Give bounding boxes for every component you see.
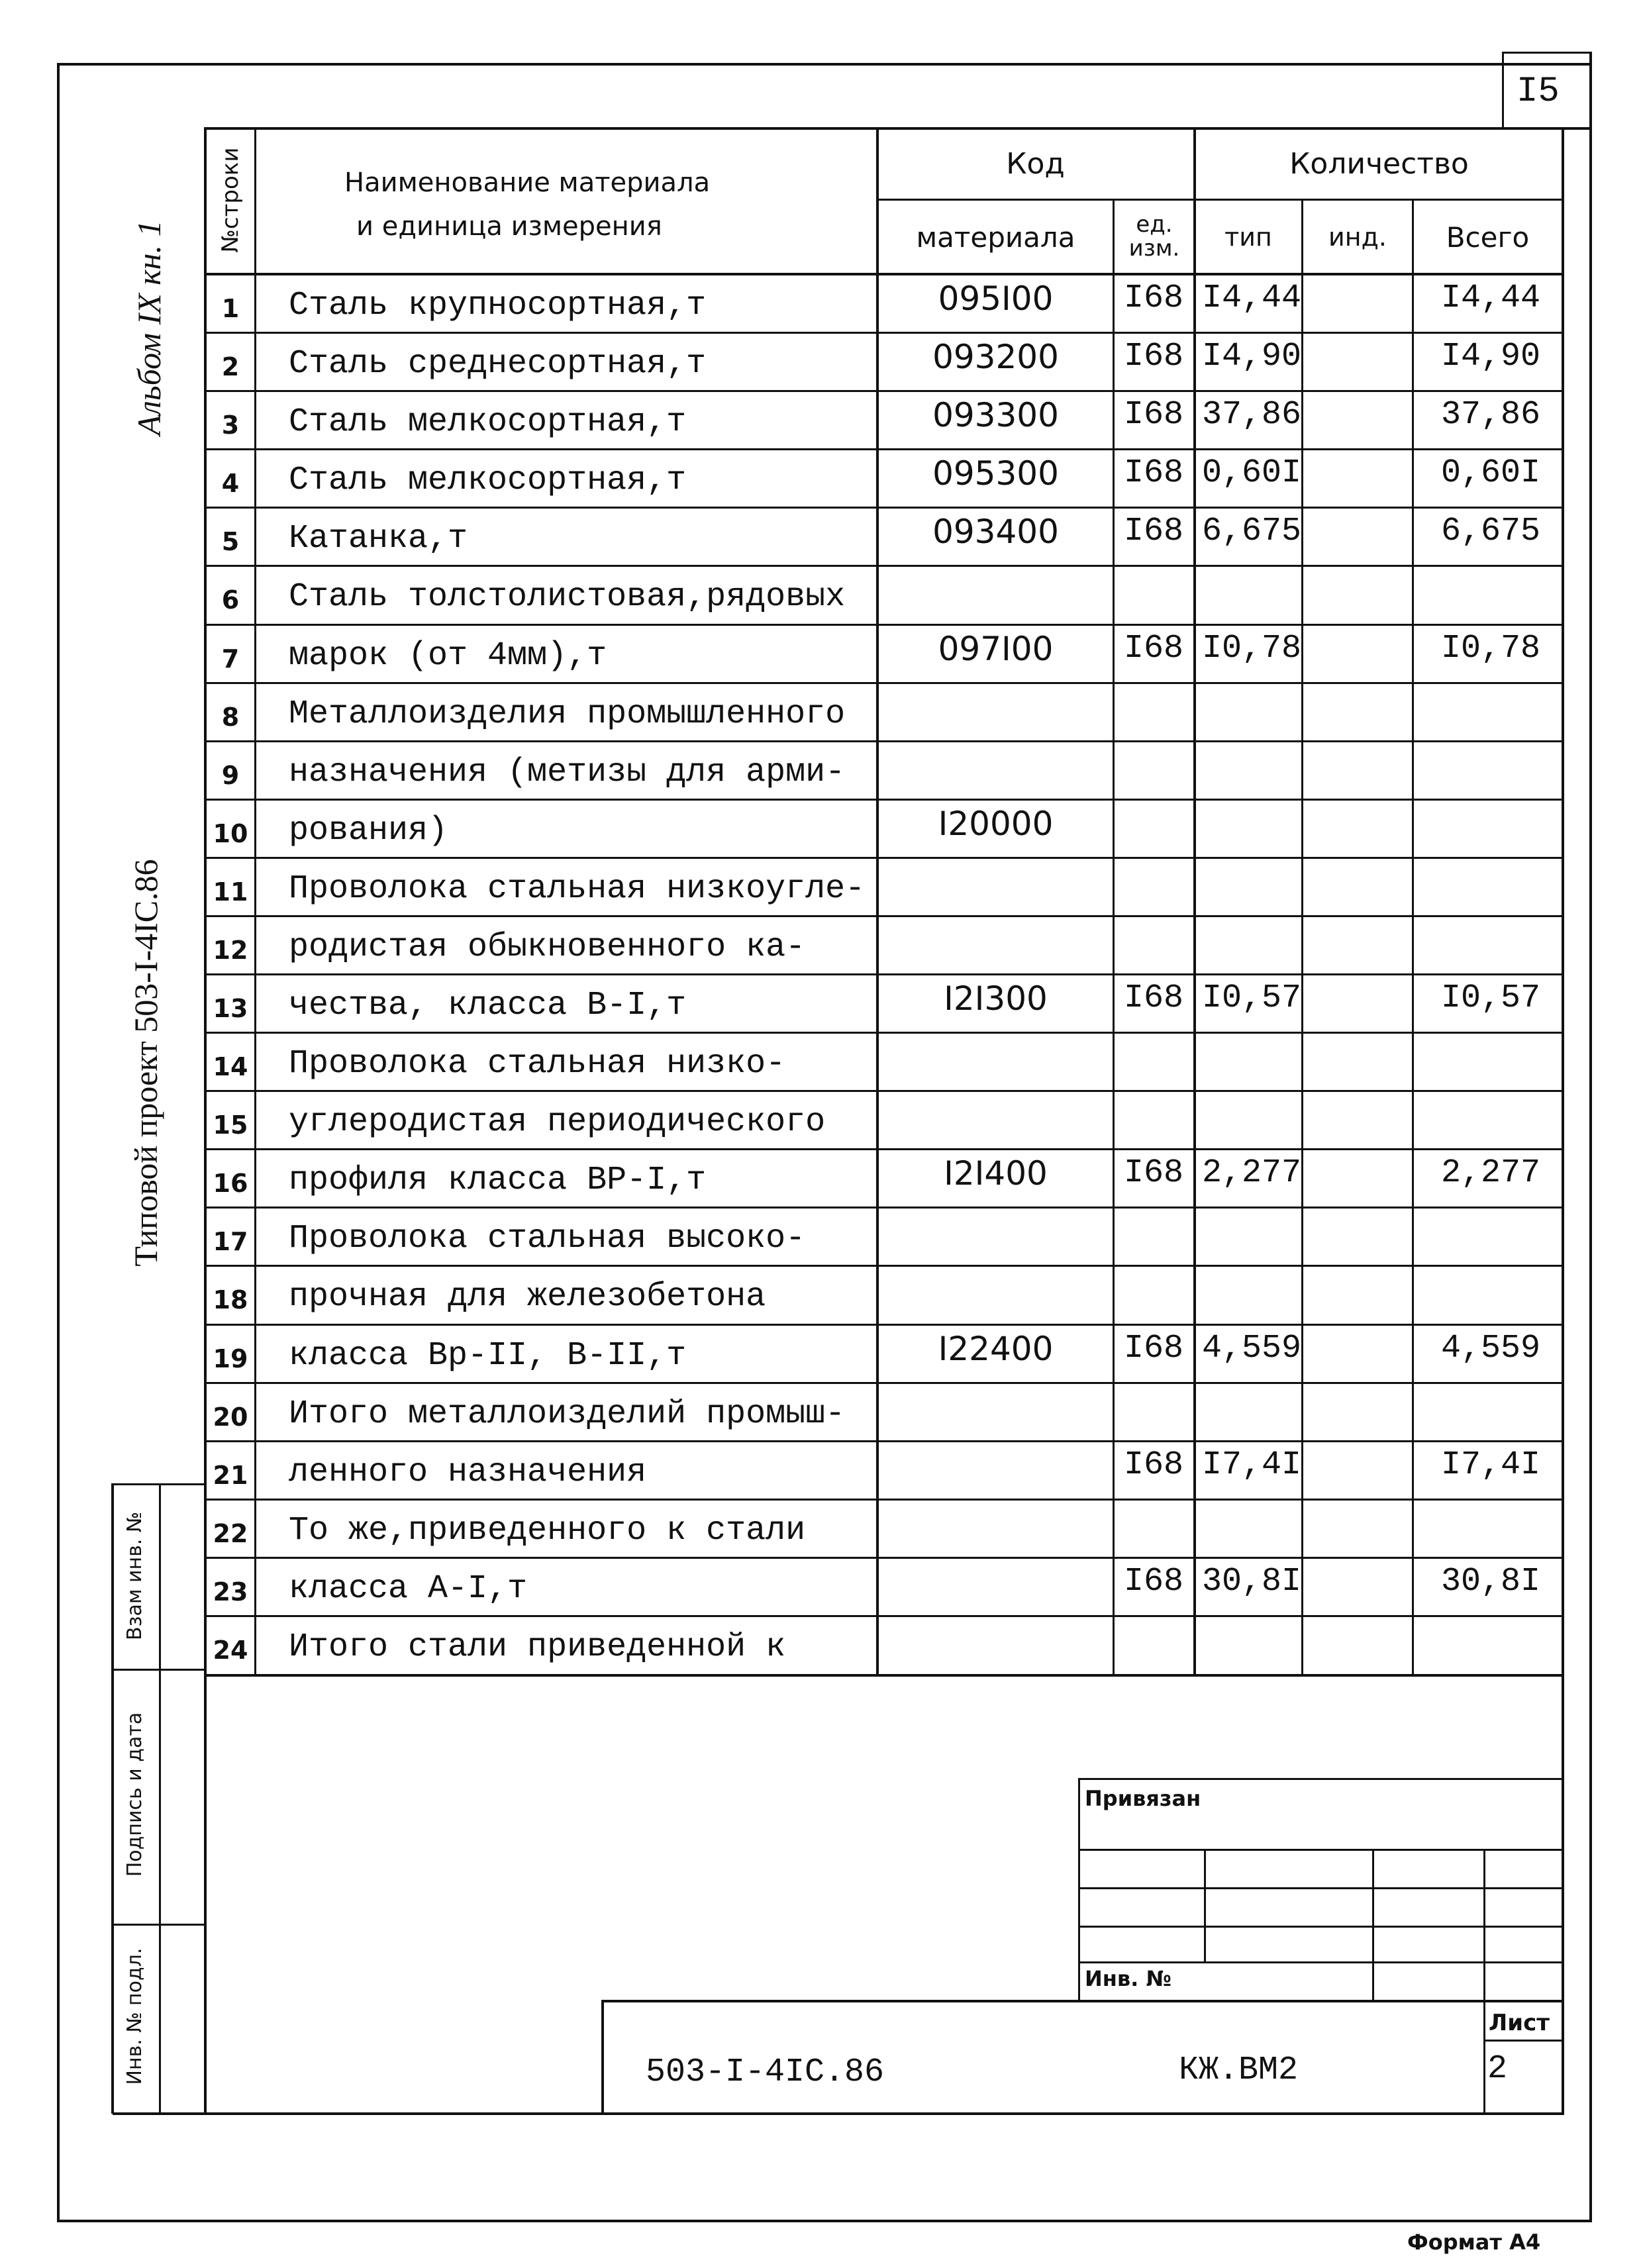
table-row [0, 1207, 1643, 1265]
row-number: 20 [213, 1402, 248, 1432]
qty-typ [1195, 1032, 1308, 1091]
material-name: родистая обыкновенного ка- [289, 928, 806, 966]
header-row-no: №строки [217, 147, 244, 253]
qty-typ [1195, 1091, 1308, 1149]
material-name: Сталь среднесортная,т [289, 345, 707, 383]
header-code-unit: ед. изм. [1128, 211, 1180, 262]
qty-typ [1195, 566, 1308, 624]
row-number: 12 [213, 935, 248, 965]
row-number: 4 [221, 469, 240, 499]
qty-total [1417, 566, 1564, 624]
qty-total: I7,4I [1440, 1446, 1541, 1484]
qty-total [1417, 799, 1564, 858]
qty-total [1417, 1091, 1564, 1149]
qty-total: I0,57 [1440, 979, 1541, 1017]
table-row [0, 624, 1643, 683]
material-name: назначения (метизы для арми- [289, 753, 846, 791]
row-number: 1 [221, 294, 240, 324]
material-code: I22400 [938, 1329, 1054, 1368]
table-row [0, 683, 1643, 741]
table-row [0, 1383, 1643, 1441]
unit-code: I68 [1123, 1562, 1183, 1601]
unit-code [1114, 741, 1193, 799]
qty-total [1417, 1032, 1564, 1091]
material-code: I20000 [938, 804, 1054, 843]
qty-typ [1195, 1383, 1308, 1441]
material-name: чества, класса В-I,т [289, 987, 687, 1025]
qty-total: 0,60I [1440, 454, 1541, 493]
material-name: профиля класса ВР-I,т [289, 1161, 707, 1200]
qty-total: 6,675 [1440, 513, 1541, 551]
table-row [0, 449, 1643, 507]
unit-code: I68 [1123, 279, 1183, 317]
header-qty-ind: инд. [1328, 222, 1387, 252]
project-label: Типовой проект 503-I-4IC.86 [127, 859, 164, 1267]
material-name: Металлоизделия промышленного [289, 695, 846, 733]
material-code: I2I400 [944, 1154, 1048, 1193]
row-number: 15 [213, 1110, 248, 1140]
material-code: 095300 [932, 454, 1059, 493]
qty-total: I4,44 [1440, 279, 1541, 317]
row-number: 14 [213, 1052, 248, 1082]
material-name: класса А-I,т [289, 1569, 528, 1608]
qty-typ [1195, 683, 1308, 741]
material-code [877, 1207, 1114, 1265]
format-label: Формат А4 [1407, 2230, 1541, 2255]
row-number: 22 [213, 1518, 248, 1548]
qty-typ: 4,559 [1201, 1329, 1302, 1367]
row-number: 24 [213, 1635, 248, 1665]
doc-code: КЖ.ВМ2 [1179, 2051, 1299, 2089]
material-code: 093300 [932, 396, 1059, 435]
material-name: Проволока стальная низко- [289, 1045, 786, 1083]
table-row [0, 391, 1643, 449]
album-label: Альбом IX кн. 1 [130, 220, 168, 436]
qty-total [1417, 741, 1564, 799]
unit-code: I68 [1123, 396, 1183, 434]
unit-code: I68 [1123, 1329, 1183, 1367]
row-number: 3 [221, 411, 240, 440]
qty-total [1417, 1207, 1564, 1265]
qty-total [1417, 683, 1564, 741]
qty-typ [1195, 1499, 1308, 1557]
material-name: прочная для железобетона [289, 1278, 766, 1316]
material-name: Итого стали приведенной к [289, 1628, 786, 1666]
qty-typ: 37,86 [1201, 396, 1302, 434]
project-code: 503-I-4IC.86 [646, 2053, 885, 2091]
material-name: Катанка,т [289, 520, 468, 558]
qty-typ [1195, 916, 1308, 974]
qty-total [1417, 1265, 1564, 1324]
row-number: 11 [213, 877, 248, 907]
row-number: 13 [213, 994, 248, 1024]
unit-code [1114, 1383, 1193, 1441]
material-code [877, 566, 1114, 624]
material-name: Сталь крупносортная,т [289, 287, 707, 325]
header-name-line1: Наименование материала [344, 168, 711, 198]
material-name: Сталь мелкосортная,т [289, 403, 687, 442]
table-row [0, 1557, 1643, 1616]
material-name: Проволока стальная низкоугле- [289, 869, 866, 908]
qty-typ: 6,675 [1201, 513, 1302, 551]
material-code [877, 1499, 1114, 1557]
material-name: Проволока стальная высоко- [289, 1220, 806, 1258]
row-number: 5 [221, 527, 240, 557]
unit-code [1114, 858, 1193, 916]
qty-total [1417, 1616, 1564, 1674]
qty-total [1417, 858, 1564, 916]
row-number: 7 [221, 644, 240, 673]
table-row [0, 916, 1643, 974]
material-code: 095I00 [938, 279, 1054, 318]
material-name: Сталь мелкосортная,т [289, 462, 687, 500]
qty-typ [1195, 1616, 1308, 1674]
row-number: 18 [213, 1285, 248, 1315]
unit-code: I68 [1123, 629, 1183, 667]
row-number: 6 [221, 585, 240, 615]
material-code [877, 858, 1114, 916]
qty-typ: 30,8I [1201, 1562, 1302, 1601]
material-code: I2I300 [944, 979, 1048, 1018]
table-row [0, 1032, 1643, 1091]
material-name: рования) [289, 811, 448, 850]
row-number: 10 [213, 818, 248, 848]
table-row [0, 274, 1643, 332]
unit-code [1114, 683, 1193, 741]
unit-code [1114, 1207, 1193, 1265]
qty-typ: I0,78 [1201, 629, 1302, 667]
table-row [0, 1324, 1643, 1383]
material-code [877, 1265, 1114, 1324]
row-number: 2 [221, 352, 240, 382]
table-row [0, 741, 1643, 799]
qty-total: I4,90 [1440, 338, 1541, 376]
qty-typ: 2,277 [1201, 1154, 1302, 1193]
qty-typ [1195, 741, 1308, 799]
privyazan-label: Привязан [1085, 1786, 1201, 1811]
unit-code: I68 [1123, 979, 1183, 1017]
row-number: 19 [213, 1344, 248, 1373]
table-row [0, 1265, 1643, 1324]
table-row [0, 566, 1643, 624]
qty-typ [1195, 1265, 1308, 1324]
unit-code: I68 [1123, 454, 1183, 493]
unit-code [1114, 1032, 1193, 1091]
header-code: Код [1006, 147, 1065, 181]
material-name: ленного назначения [289, 1453, 647, 1491]
unit-code [1114, 1265, 1193, 1324]
material-code [877, 1383, 1114, 1441]
material-code [877, 741, 1114, 799]
unit-code: I68 [1123, 1154, 1183, 1193]
material-code [877, 1032, 1114, 1091]
qty-typ [1195, 799, 1308, 858]
unit-code: I68 [1123, 1446, 1183, 1484]
material-code [877, 1441, 1114, 1499]
qty-typ [1195, 1207, 1308, 1265]
qty-total [1417, 1499, 1564, 1557]
row-number: 21 [213, 1460, 248, 1490]
row-number: 8 [221, 702, 240, 732]
sheet-number: I5 [1517, 72, 1560, 112]
unit-code: I68 [1123, 513, 1183, 551]
table-row [0, 858, 1643, 916]
inv-podl-label: Инв. № подл. [123, 1948, 146, 2085]
qty-total: 30,8I [1440, 1562, 1541, 1601]
table-row [0, 507, 1643, 566]
material-code [877, 916, 1114, 974]
unit-code [1114, 566, 1193, 624]
header-quantity: Количество [1289, 147, 1469, 181]
table-row [0, 332, 1643, 391]
header-qty-total: Всего [1446, 221, 1530, 254]
qty-typ: I4,90 [1201, 338, 1302, 376]
row-number: 9 [221, 760, 240, 790]
material-code [877, 1616, 1114, 1674]
table-row [0, 1616, 1643, 1674]
unit-code [1114, 1499, 1193, 1557]
row-number: 17 [213, 1227, 248, 1257]
unit-code [1114, 799, 1193, 858]
table-row [0, 799, 1643, 858]
material-code: 093200 [932, 338, 1059, 377]
qty-total: 2,277 [1440, 1154, 1541, 1193]
qty-total [1417, 916, 1564, 974]
header-name-line2: и единица измерения [356, 211, 662, 242]
material-name: Итого металлоизделий промыш- [289, 1395, 846, 1433]
unit-code: I68 [1123, 338, 1183, 376]
qty-total: 37,86 [1440, 396, 1541, 434]
row-number: 23 [213, 1577, 248, 1606]
sheet-label: Лист [1489, 2010, 1550, 2036]
material-name: То же,приведенного к стали [289, 1511, 806, 1550]
table-row [0, 1091, 1643, 1149]
inv-no-label: Инв. № [1085, 1966, 1171, 1991]
qty-typ: I7,4I [1201, 1446, 1302, 1484]
unit-code [1114, 916, 1193, 974]
qty-total: 4,559 [1440, 1329, 1541, 1367]
table-row [0, 974, 1643, 1032]
material-name: класса Вр-II, В-II,т [289, 1336, 687, 1375]
unit-code [1114, 1616, 1193, 1674]
qty-typ: 0,60I [1201, 454, 1302, 493]
material-name: марок (от 4мм),т [289, 636, 607, 675]
signature-label: Подпись и дата [123, 1712, 146, 1877]
unit-code [1114, 1091, 1193, 1149]
header-code-material: материала [916, 221, 1075, 254]
header-qty-typ: тип [1224, 222, 1272, 252]
material-code: 097I00 [938, 629, 1054, 668]
material-code [877, 1557, 1114, 1616]
material-name: Сталь толстолистовая,рядовых [289, 578, 846, 616]
material-code [877, 683, 1114, 741]
qty-total [1417, 1383, 1564, 1441]
qty-typ [1195, 858, 1308, 916]
table-row [0, 1499, 1643, 1557]
vzam-label: Взам инв. № [123, 1511, 146, 1641]
material-code [877, 1091, 1114, 1149]
sheet-no: 2 [1487, 2050, 1508, 2088]
qty-total: I0,78 [1440, 629, 1541, 667]
material-name: углеродистая периодического [289, 1103, 826, 1142]
table-row [0, 1441, 1643, 1499]
qty-typ: I0,57 [1201, 979, 1302, 1017]
qty-typ: I4,44 [1201, 279, 1302, 317]
row-number: 16 [213, 1169, 248, 1199]
table-row [0, 1149, 1643, 1207]
material-code: 093400 [932, 513, 1059, 552]
